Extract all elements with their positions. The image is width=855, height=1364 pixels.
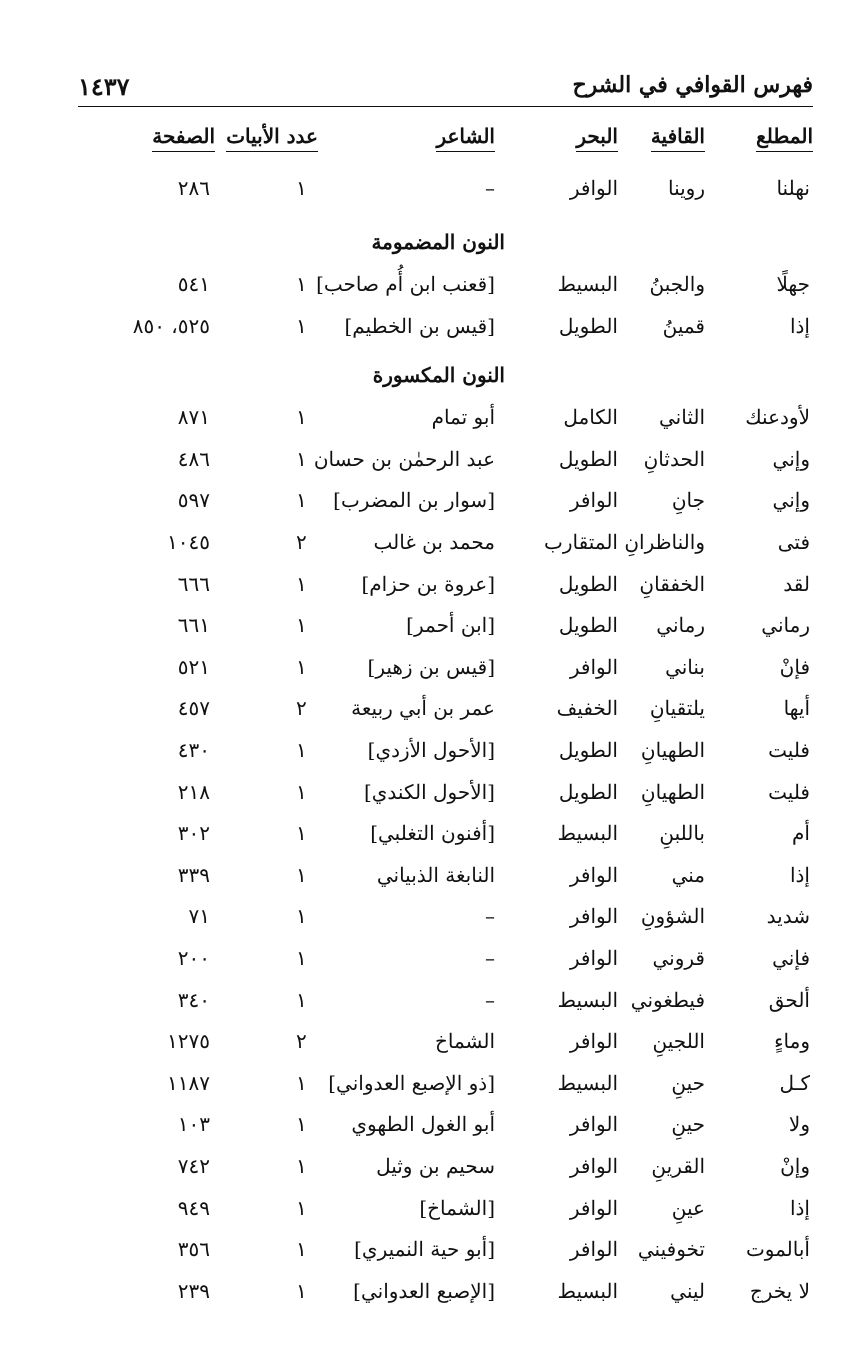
cell-count: ١ — [296, 779, 307, 804]
table-row — [0, 488, 855, 524]
table-row — [0, 272, 855, 308]
cell-qafiya: اللجينِ — [652, 1029, 705, 1054]
cell-bahr: الكامل — [563, 405, 618, 430]
cell-page: ٤٥٧ — [177, 696, 210, 721]
cell-bahr: البسيط — [557, 821, 618, 846]
table-row — [0, 655, 855, 691]
cell-qafiya: رماني — [656, 613, 705, 638]
cell-qafiya: القرينِ — [651, 1154, 705, 1178]
table-row — [0, 314, 855, 350]
cell-qafiya: باللبنِ — [659, 821, 705, 846]
cell-count: ١ — [296, 821, 307, 846]
cell-bahr: الطويل — [558, 779, 618, 804]
cell-matla: إذا — [789, 862, 810, 887]
cell-bahr: الطويل — [558, 613, 618, 638]
cell-matla: فتى — [777, 530, 810, 554]
cell-count: ١ — [296, 313, 307, 338]
cell-matla: أبالموت — [745, 1237, 810, 1262]
cell-matla: إذا — [789, 313, 810, 338]
cell-page: ١١٨٧ — [167, 1070, 210, 1095]
cell-qafiya: والجبنُ — [649, 272, 705, 296]
cell-count: ١ — [296, 654, 307, 679]
cell-matla: إذا — [789, 1195, 810, 1220]
cell-count: ١ — [296, 613, 307, 638]
table-row — [0, 447, 855, 483]
cell-count: ١ — [296, 1278, 307, 1303]
cell-count: ١ — [296, 946, 307, 970]
table-row — [0, 530, 855, 566]
cell-bahr: الوافر — [569, 1195, 618, 1220]
cell-shaer: أبو تمام — [431, 405, 495, 430]
cell-bahr: الوافر — [569, 654, 618, 679]
cell-page: ١٠٣ — [177, 1112, 210, 1137]
table-row — [0, 821, 855, 857]
cell-qafiya: روينا — [667, 176, 705, 200]
cell-shaer: – — [485, 176, 495, 200]
cell-bahr: الطويل — [558, 446, 618, 471]
cell-page: ٢٠٠ — [177, 946, 210, 970]
running-head — [78, 70, 813, 104]
cell-shaer: – — [485, 987, 495, 1012]
table-row — [0, 1112, 855, 1148]
table-row — [0, 780, 855, 816]
header-rule — [78, 106, 813, 107]
cell-shaer: أبو الغول الطهوي — [351, 1112, 495, 1137]
cell-count: ١ — [296, 571, 307, 596]
table-row — [0, 1196, 855, 1232]
cell-qafiya: الحدثانِ — [643, 446, 705, 471]
cell-page: ٢١٨ — [177, 779, 210, 804]
cell-shaer: عبد الرحمٰن بن حسان — [313, 446, 495, 471]
cell-matla: جهلًا — [776, 272, 810, 296]
cell-page: ٣٣٩ — [177, 862, 210, 887]
cell-shaer: [أبو حية النميري] — [354, 1237, 495, 1262]
table-row — [0, 904, 855, 940]
cell-shaer: محمد بن غالب — [373, 530, 495, 554]
cell-page: ٦٦٦ — [177, 571, 210, 596]
table-row — [0, 176, 855, 212]
cell-count: ١ — [296, 987, 307, 1012]
cell-count: ١ — [296, 1112, 307, 1137]
cell-qafiya: ليني — [670, 1278, 705, 1303]
cell-shaer: [سوار بن المضرب] — [333, 488, 495, 513]
table-row — [0, 738, 855, 774]
cell-bahr: الوافر — [569, 488, 618, 513]
cell-qafiya: تخوفيني — [637, 1237, 705, 1262]
cell-shaer: [قيس بن الخطيم] — [344, 313, 495, 338]
cell-bahr: الوافر — [569, 1029, 618, 1054]
table-row — [0, 1029, 855, 1065]
cell-matla: لا يخرج — [749, 1278, 810, 1303]
cell-shaer: عمر بن أبي ربيعة — [351, 696, 495, 721]
cell-count: ٢ — [296, 530, 307, 554]
cell-shaer: [قعنب ابن أُم صاحب] — [316, 272, 495, 296]
cell-count: ١ — [296, 904, 307, 929]
cell-page: ٢٨٦ — [177, 176, 210, 200]
cell-shaer: سحيم بن وثيل — [376, 1154, 495, 1178]
cell-bahr: الوافر — [569, 862, 618, 887]
cell-shaer: [قيس بن زهير] — [367, 654, 495, 679]
cell-qafiya: قمينُ — [662, 313, 705, 338]
cell-qafiya: حينِ — [671, 1070, 705, 1095]
cell-matla: فليت — [768, 738, 810, 762]
cell-matla: أيها — [783, 696, 810, 721]
running-title: فهرس القوافي في الشرح — [572, 72, 813, 98]
cell-qafiya: بناني — [665, 654, 705, 679]
cell-count: ٢ — [296, 1029, 307, 1054]
cell-count: ١ — [296, 1154, 307, 1178]
cell-bahr: المتقارب — [544, 530, 618, 554]
cell-shaer: [ابن أحمر] — [406, 613, 495, 638]
section-title: النون المضمومة — [371, 230, 505, 254]
cell-count: ١ — [296, 738, 307, 762]
cell-page: ١٠٤٥ — [167, 530, 210, 554]
cell-matla: فإني — [772, 946, 810, 970]
cell-bahr: البسيط — [557, 1070, 618, 1095]
cell-matla: وإني — [772, 488, 810, 513]
section-title: النون المكسورة — [372, 363, 505, 388]
cell-page: ٥٢٥، ٨٥٠ — [132, 313, 210, 338]
cell-qafiya: قروني — [652, 946, 705, 970]
cell-matla: أم — [792, 821, 810, 846]
table-row — [0, 988, 855, 1024]
cell-bahr: الطويل — [558, 738, 618, 762]
table-row — [0, 1237, 855, 1273]
cell-bahr: الوافر — [569, 904, 618, 929]
cell-page: ٤٣٠ — [177, 738, 210, 762]
cell-matla: نهلنا — [776, 176, 810, 200]
cell-shaer: [أفنون التغلبي] — [370, 821, 495, 846]
table-row — [0, 946, 855, 982]
cell-count: ١ — [296, 1237, 307, 1262]
cell-matla: وإني — [772, 446, 810, 471]
cell-qafiya: والناظرانِ — [624, 530, 705, 554]
cell-page: ١٢٧٥ — [167, 1029, 210, 1054]
cell-shaer: [ذو الإصبع العدواني] — [328, 1070, 495, 1095]
cell-qafiya: يلتقيانِ — [649, 696, 705, 721]
cell-count: ١ — [296, 488, 307, 513]
cell-shaer: [الأحول الكندي] — [363, 779, 495, 804]
table-row — [0, 696, 855, 732]
cell-page: ٢٣٩ — [177, 1278, 210, 1303]
cell-count: ١ — [296, 446, 307, 471]
cell-page: ٨٧١ — [177, 405, 210, 430]
cell-count: ١ — [296, 272, 307, 296]
cell-count: ١ — [296, 1195, 307, 1220]
page-number: ١٤٣٧ — [78, 72, 130, 101]
cell-page: ٥٢١ — [177, 654, 210, 679]
cell-count: ١ — [296, 405, 307, 430]
cell-page: ٤٨٦ — [177, 446, 210, 471]
cell-qafiya: الطهيانِ — [640, 738, 705, 762]
cell-qafiya: جانِ — [671, 488, 705, 513]
cell-shaer: [الشماخ] — [419, 1195, 495, 1220]
cell-matla: وماءٍ — [774, 1029, 810, 1054]
cell-bahr: الطويل — [558, 313, 618, 338]
cell-qafiya: الطهيانِ — [640, 779, 705, 804]
cell-qafiya: مني — [671, 862, 705, 887]
cell-shaer: النابغة الذبياني — [376, 862, 495, 887]
cell-matla: فإنْ — [779, 654, 810, 679]
cell-shaer: [الأحول الأزدي] — [367, 738, 495, 762]
cell-count: ١ — [296, 176, 307, 200]
cell-bahr: البسيط — [557, 987, 618, 1012]
cell-page: ٦٦١ — [177, 613, 210, 638]
cell-count: ١ — [296, 862, 307, 887]
cell-matla: وإنْ — [780, 1154, 810, 1178]
cell-qafiya: الثاني — [658, 405, 705, 430]
cell-page: ٧١ — [188, 904, 210, 929]
cell-shaer: [الإصبع العدواني] — [353, 1278, 495, 1303]
cell-matla: فليت — [768, 779, 810, 804]
cell-shaer: – — [485, 904, 495, 929]
cell-shaer: [عروة بن حزام] — [361, 571, 495, 596]
cell-matla: ولا — [788, 1112, 810, 1137]
cell-qafiya: حينِ — [671, 1112, 705, 1137]
col-header-matla: المطلع — [756, 124, 813, 152]
cell-matla: لقد — [783, 571, 810, 596]
cell-bahr: الوافر — [569, 176, 618, 200]
col-header-qafiya: القافية — [651, 124, 705, 152]
table-row — [0, 405, 855, 441]
cell-matla: شديد — [766, 904, 810, 929]
cell-bahr: البسيط — [557, 1278, 618, 1303]
cell-page: ٣٤٠ — [177, 987, 210, 1012]
cell-page: ٣٥٦ — [177, 1237, 210, 1262]
cell-bahr: الوافر — [569, 1154, 618, 1178]
cell-qafiya: الخفقانِ — [639, 571, 705, 596]
cell-page: ٥٩٧ — [177, 488, 210, 513]
table-row — [0, 863, 855, 899]
cell-qafiya: عينِ — [671, 1195, 705, 1220]
cell-matla: ألحق — [768, 987, 810, 1012]
cell-page: ٥٤١ — [177, 272, 210, 296]
cell-count: ١ — [296, 1070, 307, 1095]
cell-bahr: الخفيف — [556, 696, 618, 721]
cell-bahr: الوافر — [569, 946, 618, 970]
cell-bahr: الطويل — [558, 571, 618, 596]
cell-bahr: الوافر — [569, 1112, 618, 1137]
cell-qafiya: الشؤونِ — [640, 904, 705, 929]
table-row — [0, 1279, 855, 1315]
cell-page: ٩٤٩ — [177, 1195, 210, 1220]
cell-count: ٢ — [296, 696, 307, 721]
cell-matla: لأودعنك — [745, 405, 810, 430]
cell-qafiya: فيطغوني — [630, 987, 705, 1012]
table-row — [0, 613, 855, 649]
cell-page: ٣٠٢ — [177, 821, 210, 846]
cell-shaer: الشماخ — [434, 1029, 495, 1054]
cell-bahr: الوافر — [569, 1237, 618, 1262]
cell-page: ٧٤٢ — [177, 1154, 210, 1178]
cell-matla: رماني — [761, 613, 810, 638]
col-header-bahr: البحر — [576, 124, 618, 152]
col-header-shaer: الشاعر — [436, 124, 495, 152]
table-row — [0, 1154, 855, 1190]
col-header-count: عدد الأبيات — [226, 124, 318, 152]
col-header-page: الصفحة — [152, 124, 215, 152]
cell-shaer: – — [485, 946, 495, 970]
column-headers — [0, 118, 855, 158]
table-row — [0, 1071, 855, 1107]
cell-bahr: البسيط — [557, 272, 618, 296]
cell-matla: كـل — [779, 1070, 810, 1095]
table-row — [0, 572, 855, 608]
